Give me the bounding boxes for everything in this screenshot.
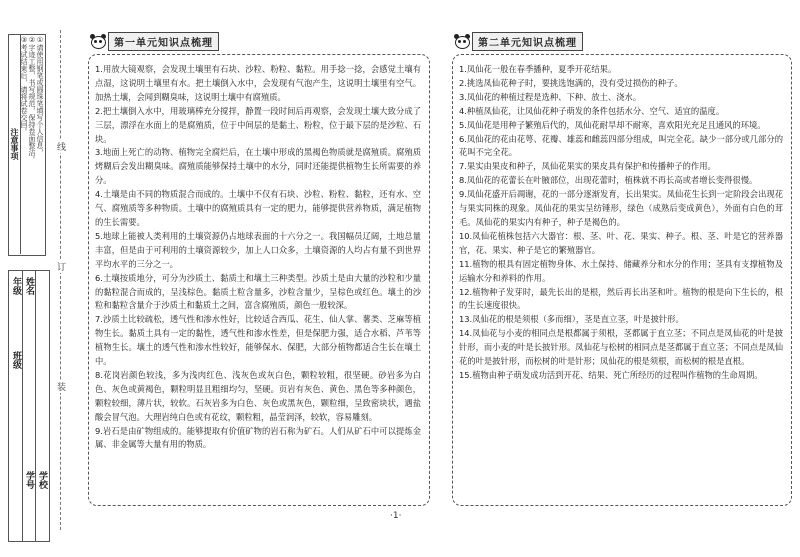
knowledge-item: 13.凤仙花的根是须根（多而细），茎是直立茎，叶是披针形。 xyxy=(459,314,684,325)
field-school: 学校 xyxy=(37,471,47,489)
knowledge-item: 14.凤仙花与小麦的相同点是根都属于须根，茎都属于直立茎；不同点是凤仙花的叶是披针形，而小麦的叶是长披针形。凤仙花与松树的相同点是茎都属于直立茎；不同点是凤仙花的叶是披针形，而松树的叶是针形；凤仙花的根是须根，而松树的根是直根。 xyxy=(459,328,783,367)
knowledge-panel xyxy=(452,54,792,506)
knowledge-item: 6.凤仙花的花由花萼、花瓣、雄蕊和雌蕊四部分组成，叫完全花。缺少一部分或几部分的花叫不完全花。 xyxy=(459,133,783,158)
knowledge-item: 12.植物种子发芽时，最先长出的是根，然后再长出茎和叶。植物的根是向下生长的，根的生长速度很快。 xyxy=(459,286,783,311)
notice-title: 注意事项 xyxy=(8,34,21,254)
panda-icon xyxy=(454,34,470,48)
knowledge-item: 9.凤仙花盛开后凋谢，花的一部分逐渐发育，长出果实。凤仙花生长到一定阶段会出现花与果实同株的现象。凤仙花的果实呈纺锤形，绿色（成熟后变成黄色），外面有白色的茸毛。凤仙花的果实内有种子，种子是褐色的。 xyxy=(459,189,783,227)
knowledge-item: 15.植物由种子萌发成功活到开花、结果、死亡所经历的过程叫作植物的生命周期。 xyxy=(459,369,763,380)
knowledge-item: 10.凤仙花植株包括六大器官：根、茎、叶、花、果实、种子。根、茎、叶是它的营养器官，花、果实、种子是它的繁殖器官。 xyxy=(459,230,783,255)
knowledge-item: 7.沙质土比较疏松，透气性和渗水性好，比较适合西瓜、花生、仙人掌、薯类、芝麻等植物生长。黏质土具有一定的黏性，透气性和渗水性差，但是保肥力强，适合水稻、芦苇等植物生长。壤土的透气性和渗水性较好，能够保水、保肥，大部分植物都适合生长在壤土中。 xyxy=(95,314,421,367)
knowledge-panel xyxy=(88,54,430,506)
knowledge-item: 6.土壤按质地分，可分为沙质土、黏质土和壤土三种类型。沙质土是由大量的沙粒和少量的黏粒混合而成的，呈浅棕色。黏质土粒含量多，沙粒含量少，呈棕色或红色。壤土的沙粒和黏粒含量介于沙质土和黏质土之间，富含腐殖质，颜色一般较深。 xyxy=(95,272,421,311)
notice-line: ①请使用钢笔或圆珠笔填写个人信息， xyxy=(36,36,44,156)
notice-line: ③考试结束后，请将试卷交回。 xyxy=(20,36,28,135)
knowledge-item: 9.岩石是由矿物组成的。能够提取有价值矿物的岩石称为矿石。人们从矿石中可以提炼金属、非金属等大量有用的物质。 xyxy=(95,425,421,450)
cut-mark: 订 xyxy=(55,262,65,271)
field-student-id: 学号 xyxy=(24,471,34,489)
knowledge-item: 5.凤仙花是用种子繁殖后代的，凤仙花耐旱却不耐寒，喜欢阳光充足且通风的环境。 xyxy=(459,119,766,130)
knowledge-item: 8.花岗岩颜色较浅，多为浅肉红色、浅灰色或灰白色，颗粒较粗，很坚硬。砂岩多为白色、灰色或黄褐色，颗粒明显且粗细均匀，坚硬。页岩有灰色、黄色、黑色等多种颜色，颗粒较细，薄片状，较软。石灰岩多为白色、灰色或黑灰色，颗粒细，呈致密块状，遇盐酸会冒气泡。大理岩纯白色或有花纹，颗粒粗，晶莹润泽，较软，容易雕刻。 xyxy=(95,369,421,422)
knowledge-item: 3.凤仙花的种植过程是选种、下种、放土、浇水。 xyxy=(459,91,642,102)
cut-mark: 装 xyxy=(55,382,65,391)
knowledge-item: 1.用放大镜观察，会发现土壤里有石块、沙粒、粉粒、黏粒。用手捻一捻，会感觉土壤有点湿，这说明土壤里有水。把土壤倒入水中，会发现有气泡产生，这说明土壤里有空气。加热土壤，会闻到糊臭味，这说明土壤中有腐殖质。 xyxy=(95,64,421,102)
section-title: 第一单元知识点梳理 xyxy=(108,32,219,51)
binding-strip xyxy=(0,0,96,557)
knowledge-item: 7.果实由果皮和种子，凤仙花果实的果皮具有保护和传播种子的作用。 xyxy=(459,161,716,172)
panda-icon xyxy=(90,34,106,48)
knowledge-item: 4.土壤是由不同的物质混合而成的。土壤中不仅有石块、沙粒、粉粒、黏粒，还有水、空气、腐殖质等多种物质。土壤中的腐殖质具有一定的肥力，能够提供营养物质，满足植物的生长需要。 xyxy=(95,189,421,227)
knowledge-item: 5.地球上能被人类利用的土壤资源仍占地球表面的十六分之一。我国幅员辽阔，土地总量丰富，但是由于可利用的土壤资源较少，加上人口众多，土壤资源的人均占有量不到世界平均水平的三分之一。 xyxy=(95,230,421,269)
field-grade: 年级 xyxy=(11,277,21,295)
notice-body xyxy=(22,36,44,252)
section-header xyxy=(90,33,219,49)
page-number: ·1· xyxy=(390,511,402,521)
knowledge-item: 11.植物的根具有固定植物身体、水土保持、储藏养分和水分的作用；茎具有支撑植物及运输水分和养料的作用。 xyxy=(459,258,783,283)
knowledge-item: 2.把土壤倒入水中，用玻璃棒充分搅拌，静置一段时间后再观察，会发现土壤大致分成了三层，漂浮在水面上的是腐殖质，位于中间层的是黏土、粉粒，位于最下层的是沙粒、石块。 xyxy=(95,105,421,144)
notice-line: ②字迹工整，书写规范，保持卷面整洁。 xyxy=(28,36,36,163)
cut-mark: 线 xyxy=(55,142,65,151)
field-class: 班级 xyxy=(11,351,21,369)
knowledge-item: 8.凤仙花的花蕾长在叶腋部位，出现花蕾时，植株就不再长高或者增长变得很慢。 xyxy=(459,175,758,186)
cut-line xyxy=(60,30,61,530)
section-header xyxy=(454,33,583,49)
knowledge-item: 4.种植凤仙花，让凤仙花种子萌发的条件包括水分、空气、适宜的温度。 xyxy=(459,105,725,116)
knowledge-item: 3.地面上死亡的动物、植物完全腐烂后，在土壤中形成的黑褐色物质就是腐殖质。腐殖质烤糊后会发出糊臭味。腐殖质能够保持土壤中的水分，同时还能提供植物生长所需要的养分。 xyxy=(95,147,421,186)
knowledge-item: 1.凤仙花一般在春季播种，夏季开花结果。 xyxy=(459,64,617,74)
knowledge-item: 2.挑选凤仙花种子时，要挑选饱满的，没有受过损伤的种子。 xyxy=(459,77,683,88)
section-title: 第二单元知识点梳理 xyxy=(472,32,583,51)
field-name: 姓名 xyxy=(24,277,34,295)
student-info-table xyxy=(8,270,50,542)
